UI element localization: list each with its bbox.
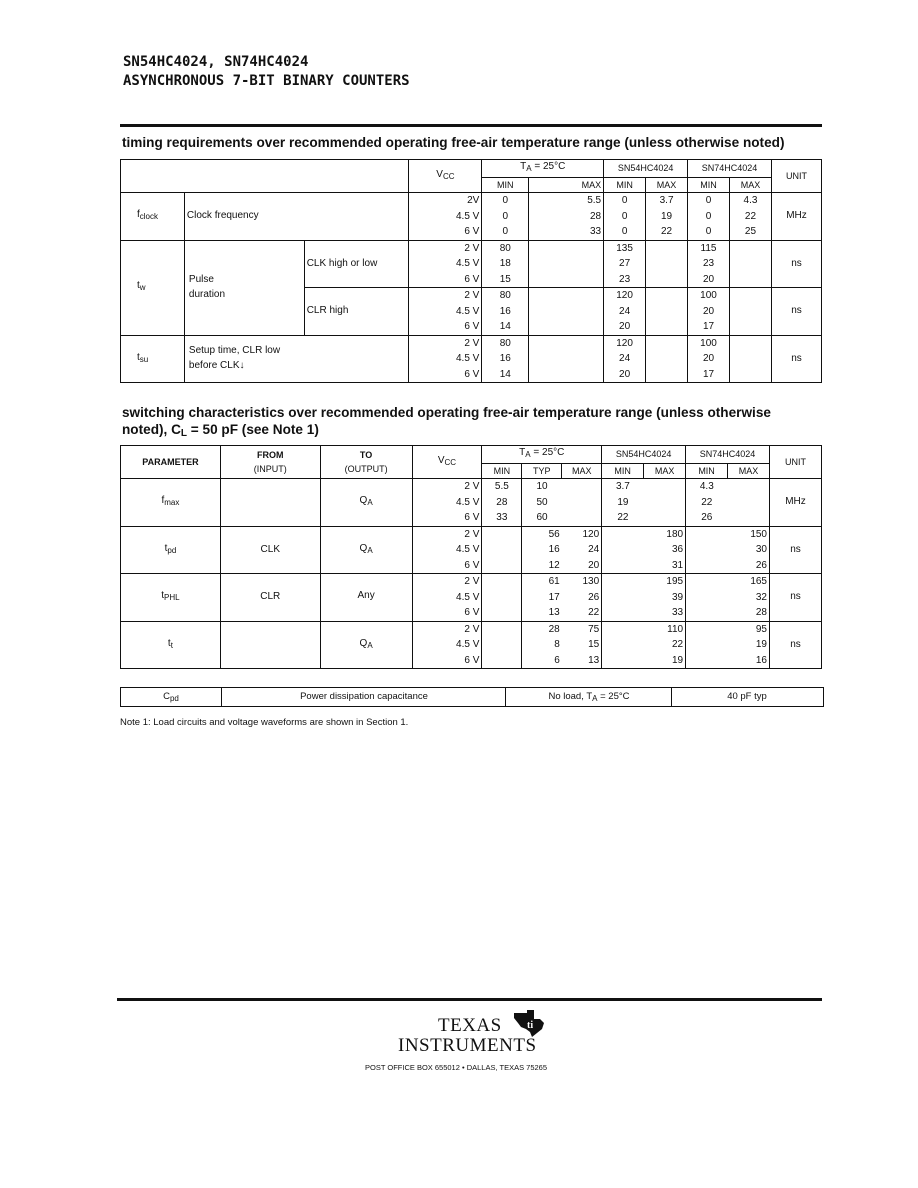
- tw-clr-condition: CLR high: [304, 288, 409, 336]
- tw-clk-sn74-min: 115 23 20: [688, 240, 730, 288]
- tt-to: $Q_A$: [320, 621, 412, 669]
- tw-clr-ta-min: 80 16 14: [482, 288, 529, 336]
- timing-header-vcc: $V_{CC}$: [409, 160, 482, 193]
- tpd-unit: ns: [770, 526, 822, 574]
- sw-header-parameter: PARAMETER: [121, 446, 221, 479]
- tt-ta-min: [482, 621, 522, 669]
- logo-text-texas: TEXAS: [438, 1015, 502, 1036]
- tt-from: [220, 621, 320, 669]
- fclock-unit: MHz: [771, 193, 821, 241]
- tw-clr-sn74-min: 100 20 17: [688, 288, 730, 336]
- tw-clr-ta-max: [529, 288, 604, 336]
- tsu-vcc: 2 V 4.5 V 6 V: [409, 335, 482, 383]
- fclock-sn74-min: 0 0 0: [688, 193, 730, 241]
- tw-clr-sn54-max: [646, 288, 688, 336]
- tsu-sn54-min: 120 24 20: [604, 335, 646, 383]
- tpd-to: $Q_A$: [320, 526, 412, 574]
- cpd-condition: No load, $T_A = 25^\circ C$: [505, 688, 672, 706]
- tt-ta-typ: 28 8 6: [522, 621, 562, 669]
- tt-vcc: 2 V 4.5 V 6 V: [412, 621, 482, 669]
- timing-ta-max-label: MAX: [529, 177, 604, 193]
- fmax-ta-max: [562, 479, 602, 527]
- tw-clk-unit: ns: [771, 240, 821, 288]
- tpd-from: CLK: [220, 526, 320, 574]
- sw-ta-typ-label: TYP: [522, 463, 562, 479]
- sw-ta-max-label: MAX: [562, 463, 602, 479]
- fclock-ta-max: 5.5 28 33: [529, 193, 604, 241]
- tsu-description: Setup time, CLR low before CLK↓: [184, 335, 409, 383]
- footer-rule: [117, 998, 822, 1001]
- tt-ta-max: 75 15 13: [562, 621, 602, 669]
- switching-characteristics-table: [120, 445, 822, 669]
- cpd-description: Power dissipation capacitance: [221, 688, 506, 706]
- timing-header-sn74: SN74HC4024: [688, 160, 772, 178]
- fmax-to: $Q_A$: [320, 479, 412, 527]
- timing-section-title: timing requirements over recommended operating free-air temperature range (unless otherwise noted): [122, 135, 785, 150]
- fmax-symbol: $f_{max}$: [121, 479, 221, 527]
- tsu-sn54-max: [646, 335, 688, 383]
- note-1: Note 1: Load circuits and voltage waveforms are shown in Section 1.: [120, 717, 409, 728]
- tsu-sn74-max: [730, 335, 772, 383]
- tsu-ta-min: 80 16 14: [482, 335, 529, 383]
- tw-clk-sn74-max: [730, 240, 772, 288]
- fmax-sn74-max: [728, 479, 770, 527]
- sw-header-ta: $T_A = 25^\circ C$: [482, 446, 602, 464]
- tt-sn74-max: 95 19 16: [728, 621, 770, 669]
- tphl-ta-typ: 61 17 13: [522, 574, 562, 622]
- tphl-ta-max: 130 26 22: [562, 574, 602, 622]
- tpd-sn74-max: 150 30 26: [728, 526, 770, 574]
- fclock-ta-min: 0 0 0: [482, 193, 529, 241]
- tpd-sn54-max: 180 36 31: [644, 526, 686, 574]
- tw-clr-sn54-min: 120 24 20: [604, 288, 646, 336]
- sw-header-vcc: $V_{CC}$: [412, 446, 482, 479]
- fclock-vcc: 2V 4.5 V 6 V: [409, 193, 482, 241]
- sw-row-tphl: [121, 574, 822, 622]
- sw-row-tt: [121, 621, 822, 669]
- footer-address: POST OFFICE BOX 655012 • DALLAS, TEXAS 75265: [365, 1063, 548, 1072]
- tpd-symbol: $t_{pd}$: [121, 526, 221, 574]
- fmax-from: [220, 479, 320, 527]
- tphl-sn74-min: [686, 574, 728, 622]
- timing-sn54-min-label: MIN: [604, 177, 646, 193]
- tw-clr-vcc: 2 V 4.5 V 6 V: [409, 288, 482, 336]
- tt-unit: ns: [770, 621, 822, 669]
- logo-text-instruments: INSTRUMENTS: [398, 1035, 537, 1056]
- cpd-value: 40 pF typ: [671, 688, 822, 706]
- fmax-sn54-max: [644, 479, 686, 527]
- tw-description: Pulse duration: [184, 240, 304, 335]
- tsu-sn74-min: 100 20 17: [688, 335, 730, 383]
- fclock-sn54-min: 0 0 0: [604, 193, 646, 241]
- timing-sn74-max-label: MAX: [730, 177, 772, 193]
- sw-sn74-max-label: MAX: [728, 463, 770, 479]
- tw-clk-condition: CLK high or low: [304, 240, 409, 288]
- timing-ta-min-label: MIN: [482, 177, 529, 193]
- timing-row-tw-clk: [121, 240, 822, 288]
- sw-header-sn74: SN74HC4024: [686, 446, 770, 464]
- timing-row-tsu: [121, 335, 822, 383]
- fmax-vcc: 2 V 4.5 V 6 V: [412, 479, 482, 527]
- tphl-unit: ns: [770, 574, 822, 622]
- tpd-vcc: 2 V 4.5 V 6 V: [412, 526, 482, 574]
- tsu-unit: ns: [771, 335, 821, 383]
- ti-state-icon: [510, 1010, 548, 1038]
- cpd-row: [120, 687, 824, 707]
- sw-row-tpd: [121, 526, 822, 574]
- timing-row-fclock: [121, 193, 822, 241]
- tw-clk-sn54-min: 135 27 23: [604, 240, 646, 288]
- header-rule: [120, 124, 822, 127]
- timing-sn74-min-label: MIN: [688, 177, 730, 193]
- tphl-sn54-max: 195 39 33: [644, 574, 686, 622]
- sw-header-sn54: SN54HC4024: [602, 446, 686, 464]
- fclock-sn74-max: 4.3 22 25: [730, 193, 772, 241]
- tpd-ta-typ: 56 16 12: [522, 526, 562, 574]
- tw-clk-ta-max: [529, 240, 604, 288]
- sw-header-to: TO (OUTPUT): [320, 446, 412, 479]
- sw-header-unit: UNIT: [770, 446, 822, 479]
- tsu-ta-max: [529, 335, 604, 383]
- sw-sn54-min-label: MIN: [602, 463, 644, 479]
- timing-header-sn54: SN54HC4024: [604, 160, 688, 178]
- tpd-ta-min: [482, 526, 522, 574]
- svg-text:ti: ti: [527, 1020, 534, 1031]
- tphl-to: Any: [320, 574, 412, 622]
- tphl-vcc: 2 V 4.5 V 6 V: [412, 574, 482, 622]
- sw-header-from: FROM (INPUT): [220, 446, 320, 479]
- timing-header-ta: $T_A = 25^\circ C$: [482, 160, 604, 178]
- tphl-symbol: $t_{PHL}$: [121, 574, 221, 622]
- doc-title-part-numbers: SN54HC4024, SN74HC4024: [123, 54, 309, 70]
- tt-sn54-min: [602, 621, 644, 669]
- doc-title-description: ASYNCHRONOUS 7-BIT BINARY COUNTERS: [123, 73, 410, 89]
- sw-row-fmax: [121, 479, 822, 527]
- fclock-sn54-max: 3.7 19 22: [646, 193, 688, 241]
- sw-sn54-max-label: MAX: [644, 463, 686, 479]
- tpd-ta-max: 120 24 20: [562, 526, 602, 574]
- tt-symbol: $t_t$: [121, 621, 221, 669]
- tphl-sn74-max: 165 32 28: [728, 574, 770, 622]
- tw-clk-vcc: 2 V 4.5 V 6 V: [409, 240, 482, 288]
- fmax-ta-min: 5.5 28 33: [482, 479, 522, 527]
- switching-section-title: switching characteristics over recommended operating free-air temperature range (unless otherwise noted), $C_L = 50$ pF (see Note 1): [122, 405, 771, 439]
- tpd-sn54-min: [602, 526, 644, 574]
- tphl-ta-min: [482, 574, 522, 622]
- fmax-ta-typ: 10 50 60: [522, 479, 562, 527]
- tw-symbol: $t_w$: [121, 240, 185, 335]
- tphl-sn54-min: [602, 574, 644, 622]
- cpd-symbol: $C_{pd}$: [163, 691, 179, 703]
- fclock-description: Clock frequency: [184, 193, 409, 241]
- sw-ta-min-label: MIN: [482, 463, 522, 479]
- tw-clk-ta-min: 80 18 15: [482, 240, 529, 288]
- tsu-symbol: $t_{su}$: [121, 335, 185, 383]
- tw-clr-unit: ns: [771, 288, 821, 336]
- tt-sn74-min: [686, 621, 728, 669]
- tpd-sn74-min: [686, 526, 728, 574]
- fmax-sn54-min: 3.7 19 22: [602, 479, 644, 527]
- timing-requirements-table: [120, 159, 822, 383]
- tw-clk-sn54-max: [646, 240, 688, 288]
- sw-sn74-min-label: MIN: [686, 463, 728, 479]
- fclock-symbol: $f_{clock}$: [121, 193, 185, 241]
- tw-clr-sn74-max: [730, 288, 772, 336]
- tphl-from: CLR: [220, 574, 320, 622]
- timing-sn54-max-label: MAX: [646, 177, 688, 193]
- timing-header-unit: UNIT: [771, 160, 821, 193]
- timing-header-blank: [121, 160, 409, 193]
- fmax-sn74-min: 4.3 22 26: [686, 479, 728, 527]
- fmax-unit: MHz: [770, 479, 822, 527]
- tt-sn54-max: 110 22 19: [644, 621, 686, 669]
